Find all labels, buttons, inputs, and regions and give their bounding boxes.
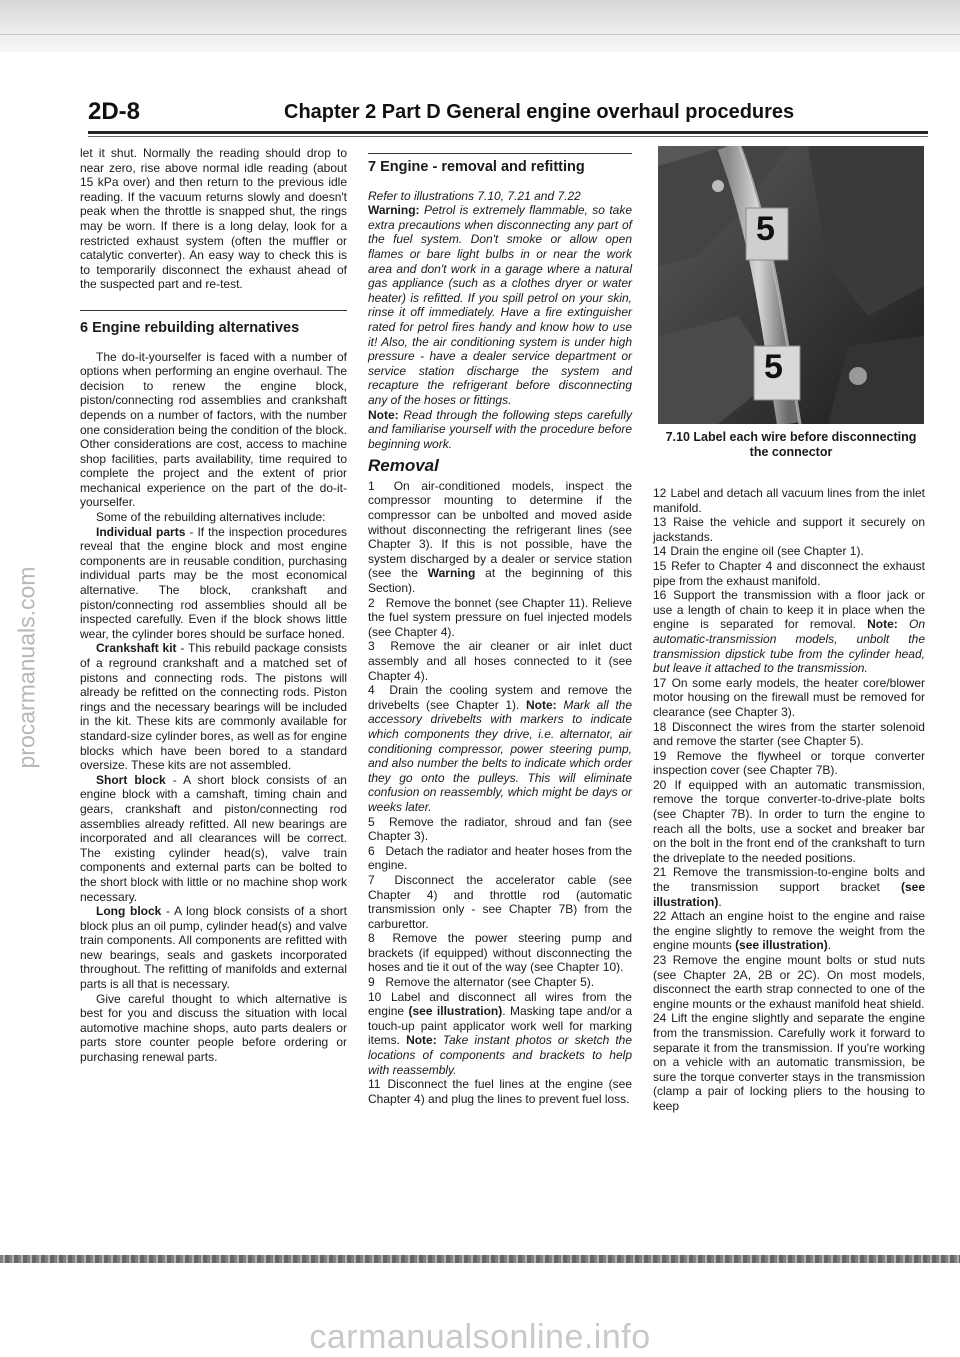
photo-label-bottom: 5 — [764, 348, 783, 386]
step-17: 17 On some early models, the heater core/blower motor housing on the firewall must be removed for clearance (see Chapter 3). — [653, 675, 925, 719]
term-text: - This rebuild package consists of a reground crankshaft and a matched set of pistons and connecting rods. The pistons will already be refitted on the connecting rods. Piston rings and the necessary bearings will be included in the kit. These kits are commonly available for standard-size cylinder bores, as well as for engine blocks which have been bored to a standard oversize. These kits are not assembled. — [80, 641, 347, 773]
individual-parts-paragraph — [80, 525, 347, 642]
warning-text: Petrol is extremely flammable, so take extra precautions when disconnecting any part of the fuel system. Don't smoke or allow open flames or bare light bulbs in or near the work area and don't work in a garage where a natural gas appliance (such as a clothes dryer or water heater) is refitted. If you spill petrol on your skin, rinse it off immediately. Have a fire extinguisher rated for petrol fires handy and know how to use it! Also, the air conditioning system is under high pressure - have a dealer service department or service station discharge the system and recapture the refrigerant before disconnecting any of the hoses or fittings. — [368, 203, 632, 407]
bottom-watermark: carmanualsonline.info — [309, 1318, 651, 1356]
term-label: Individual parts — [96, 524, 186, 539]
step-19: 19 Remove the flywheel or torque converter inspection cover (see Chapter 7B). — [653, 748, 925, 778]
illustration-photo-7-10 — [658, 146, 924, 424]
removal-heading: Removal — [368, 456, 439, 476]
term-label: Crankshaft kit — [96, 641, 177, 656]
crankshaft-kit-paragraph — [80, 641, 347, 772]
step-8: 8 Remove the power steering pump and brackets (if equipped) without disconnecting the hoses and tie it out of the way (see Chapter 10). — [368, 931, 632, 975]
step-24: 24 Lift the engine slightly and separate the engine from the transmission. Carefully work it forward to separate it from the transmission. If you're working on a vehicle with an automatic transmission, be sure the torque converter stays in the transmission (clamp a pair of locking pliers to the housing to keep — [653, 1011, 925, 1113]
scan-top-band — [0, 0, 960, 52]
term-text: - A short block consists of an engine block with a camshaft, timing chain and gears, crankshaft and piston/connecting rod assemblies already refitted. All new bearings are incorporated and all clearances will be correct. The existing cylinder head(s), valve train components and external parts can be bolted to the short block with little or no machine shop work necessary. — [80, 772, 347, 904]
term-label: Short block — [96, 772, 166, 787]
photo-caption: 7.10 Label each wire before disconnecting the connector — [665, 430, 917, 459]
header-rule — [88, 131, 928, 134]
warning-label: Warning: — [368, 203, 420, 218]
step-18: 18 Disconnect the wires from the starter solenoid and remove the starter (see Chapter 5). — [653, 719, 925, 749]
side-watermark: procarmanuals.com — [13, 566, 40, 769]
chapter-title: Chapter 2 Part D General engine overhaul procedures — [284, 101, 795, 123]
step-15: 15 Refer to Chapter 4 and disconnect the exhaust pipe from the exhaust manifold. — [653, 558, 925, 588]
step-23: 23 Remove the engine mount bolts or stud nuts (see Chapter 2A, 2B or 2C). On most models, disconnect the earth strap connected to one of the engine mounts or the exhaust manifold heat shield. — [653, 953, 925, 1011]
column-right — [653, 486, 925, 1114]
step-16: 16 Support the transmission with a floor jack or use a length of chain to keep it in place when the engine is separated for removal. Note: On automatic-transmission models, unbolt the transmission dipstick tube from the cylinder head, but leave it attached to the transmission. — [653, 588, 926, 676]
short-block-paragraph — [80, 773, 347, 904]
section-6-heading: 6 Engine rebuilding alternatives — [80, 310, 347, 336]
step-12: 12 Label and detach all vacuum lines from the inlet manifold. — [653, 486, 925, 515]
step-11: 11 Disconnect the fuel lines at the engine (see Chapter 4) and plug the lines to prevent fuel loss. — [368, 1077, 632, 1106]
paragraph: Give careful thought to which alternative is best for you and discuss the situation with local automotive machine shops, auto parts dealers or parts store counter people before ordering or purchasing renewal parts. — [80, 991, 347, 1065]
header-rule-thin — [88, 136, 928, 137]
column-middle — [368, 153, 632, 1106]
step-4: 4 Drain the cooling system and remove the drivebelts (see Chapter 1). Note: Mark all the accessory drivebelts with markers to indicate which components they drive, i.e. alternator, air conditioning compressor, power steering pump, and also number the belts to indicate which order they go onto the pulleys. This will eliminate confusion on reassembly, which might be days or weeks later. — [368, 683, 633, 814]
step-3: 3 Remove the air cleaner or air inlet duct assembly and all hoses connected to it (see Chapter 4). — [368, 639, 632, 683]
scan-bottom-band — [0, 1255, 960, 1263]
section-7-heading: 7 Engine - removal and refitting — [368, 153, 632, 175]
column-left — [80, 146, 347, 1065]
step-13: 13 Raise the vehicle and support it securely on jackstands. — [653, 515, 925, 544]
step-10: 10 Label and disconnect all wires from the engine (see illustration). Masking tape and/or a touch-up paint applicator work well for marking items. Note: Take instant photos or sketch the locations of components and brackets to help with reassembly. — [368, 989, 633, 1077]
note-label: Note: — [368, 407, 399, 422]
step-5: 5 Remove the radiator, shroud and fan (see Chapter 3). — [368, 814, 632, 844]
note-paragraph — [368, 408, 632, 452]
long-block-paragraph — [80, 904, 347, 992]
step-6: 6 Detach the radiator and heater hoses from the engine. — [368, 843, 632, 873]
step-22: 22 Attach an engine hoist to the engine and raise the engine slightly to remove the weight from the engine mounts (see illustration). — [653, 909, 926, 953]
step-7: 7 Disconnect the accelerator cable (see Chapter 4) and throttle rod (automatic transmission only - see Chapter 7B) from the carburettor. — [368, 872, 632, 931]
term-text: - A long block consists of a short block plus an oil pump, cylinder head(s) and valve train components. All components are refitted with new bearings, seals and gaskets incorporated throughout. The refitting of manifolds and external parts is all that is necessary. — [80, 904, 347, 992]
intro-paragraph: let it shut. Normally the reading should drop to near zero, rise above normal idle reading (about 15 kPa over) and then return to the previous idle reading. If the vacuum returns slowly and doesn't peak when the throttle is snapped shut, the rings may be worn. If there is a long delay, look for a restricted exhaust system (often the muffler or catalytic converter). An easy way to check this is to temporarily disconnect the exhaust ahead of the suspected part and re-test. — [80, 146, 347, 292]
page-number: 2D-8 — [88, 98, 141, 125]
step-21: 21 Remove the transmission-to-engine bolts and the transmission support bracket (see illustration). — [653, 865, 925, 909]
paragraph: The do-it-yourselfer is faced with a number of options when performing an engine overhaul. The decision to renew the engine block, piston/connecting rod assemblies and crankshaft depends on a number of factors, with the number one consideration being the condition of the block. Other considerations are cost, access to machine shop facilities, parts availability, time required to complete the project and the extent of prior mechanical experience on the part of the do-it-yourselfer. — [80, 349, 347, 510]
term-label: Long block — [96, 904, 162, 919]
term-text: - If the inspection procedures reveal that the engine block and most engine components are in reusable condition, purchasing individual parts may be the most economical alternative. The block, crankshaft and piston/connecting rod assemblies should all be inspected carefully. Even if the block shows little wear, the cylinder bores should be surface honed. — [80, 524, 347, 641]
step-20: 20 If equipped with an automatic transmission, remove the torque converter-to-drive-plate bolts (see Chapter 7B). In order to turn the engine to reach all the bolts, use a socket and breaker bar on the bolt in the front end of the crankshaft to turn the driveplate to the needed positions. — [653, 777, 926, 865]
page-header — [88, 98, 928, 130]
step-1: 1 On air-conditioned models, inspect the compressor mounting to determine if the compressor can be unbolted and moved aside without disconnecting the refrigerant lines (see Chapter 3). If this is not possible, have the system discharged by a dealer or service station (see the Warning at the beginning of this Section). — [368, 478, 632, 596]
step-9: 9 Remove the alternator (see Chapter 5). — [368, 975, 595, 990]
paragraph: Some of the rebuilding alternatives include: — [96, 510, 326, 525]
note-text: Read through the following steps carefully and familiarise yourself with the procedure before beginning work. — [368, 407, 632, 451]
step-14: 14 Drain the engine oil (see Chapter 1). — [653, 544, 864, 559]
step-2: 2 Remove the bonnet (see Chapter 11). Relieve the fuel system pressure on fuel injected models (see Chapter 4). — [368, 595, 632, 639]
refer-line: Refer to illustrations 7.10, 7.21 and 7.22 — [368, 188, 581, 203]
warning-paragraph — [368, 203, 632, 407]
photo-label-top: 5 — [756, 210, 775, 248]
